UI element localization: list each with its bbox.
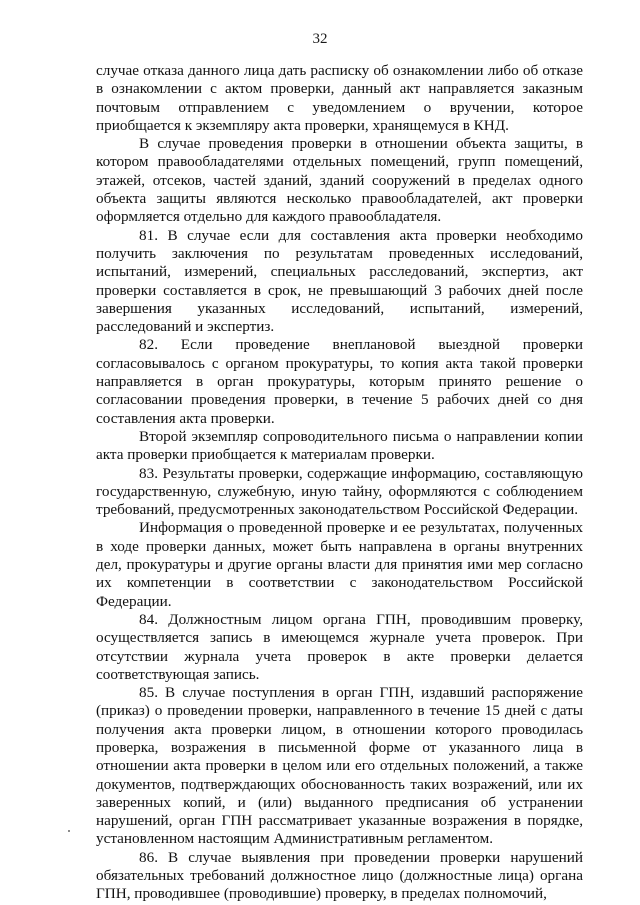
paragraph-85: 85. В случае поступления в орган ГПН, издавший распоряжение (приказ) о проведении проверки, направленного в течение 15 дней с даты получения акта проверки лицом, в отношении которого проводилась проверка, возражения в письменной форме от указанного лица в отношении акта проверки в целом или его отдельных положений, а также документов, подтверждающих обоснованность таких возражений, или их заверенных копий, и (или) выданного предписания об устранении нарушений, орган ГПН рассматривает указанные возражения в порядке, установленном настоящим Административным регламентом. — [96, 684, 583, 848]
paragraph-information: Информация о проведенной проверке и ее результатах, полученных в ходе проверки данных, может быть направлена в органы внутренних дел, прокуратуры и другие органы власти для принятия ими мер согласно их компетенции в соответствии с законодательством Российской Федерации. — [96, 519, 583, 610]
paragraph-continuation: случае отказа данного лица дать расписку об ознакомлении либо об отказе в ознакомлении с актом проверки, данный акт направляется заказным почтовым отправлением с уведомлением о вручении, которое приобщается к экземпляру акта проверки, хранящемуся в КНД. — [96, 62, 583, 134]
paragraph-83: 83. Результаты проверки, содержащие информацию, составляющую государственную, служебную, иную тайну, оформляются с соблюдением требований, предусмотренных законодательством Российской Федерации. — [96, 464, 583, 519]
paragraph-86: 86. В случае выявления при проведении проверки нарушений обязательных требований должностное лицо (должностные лица) органа ГПН, проводившее (проводившие) проверку, в пределах полномочий, — [96, 848, 583, 903]
paragraph-82: 82. Если проведение внеплановой выездной проверки согласовывалось с органом прокуратуры, то копия акта такой проверки направляется в орган прокуратуры, которым принято решение о согласовании проведения проверки, в течение 5 рабочих дней со дня составления акта проверки. — [96, 336, 583, 427]
scan-speck — [68, 830, 70, 832]
paragraph-81: 81. В случае если для составления акта проверки необходимо получить заключения по результатам проведенных исследований, испытаний, измерений, специальных расследований, экспертиз, акт проверки составляется в срок, не превышающий 3 рабочих дней после завершения указанных исследований, испытаний, измерений, расследований и экспертиз. — [96, 226, 583, 336]
paragraph-84: 84. Должностным лицом органа ГПН, проводившим проверку, осуществляется запись в имеющемся журнале учета проверок. При отсутствии журнала учета проверок в акте проверки делается соответствующая запись. — [96, 610, 583, 683]
paragraph-joint-owners: В случае проведения проверки в отношении объекта защиты, в котором правообладателями отдельных помещений, групп помещений, этажей, отсеков, частей зданий, зданий сооружений в пределах одного объекта защиты являются несколько правообладателей, акт проверки оформляется отдельно для каждого правообладателя. — [96, 135, 583, 226]
document-body — [96, 62, 583, 904]
page-number: 32 — [312, 31, 328, 47]
paragraph-second-copy: Второй экземпляр сопроводительного письма о направлении копии акта проверки приобщается к материалам проверки. — [96, 427, 583, 464]
